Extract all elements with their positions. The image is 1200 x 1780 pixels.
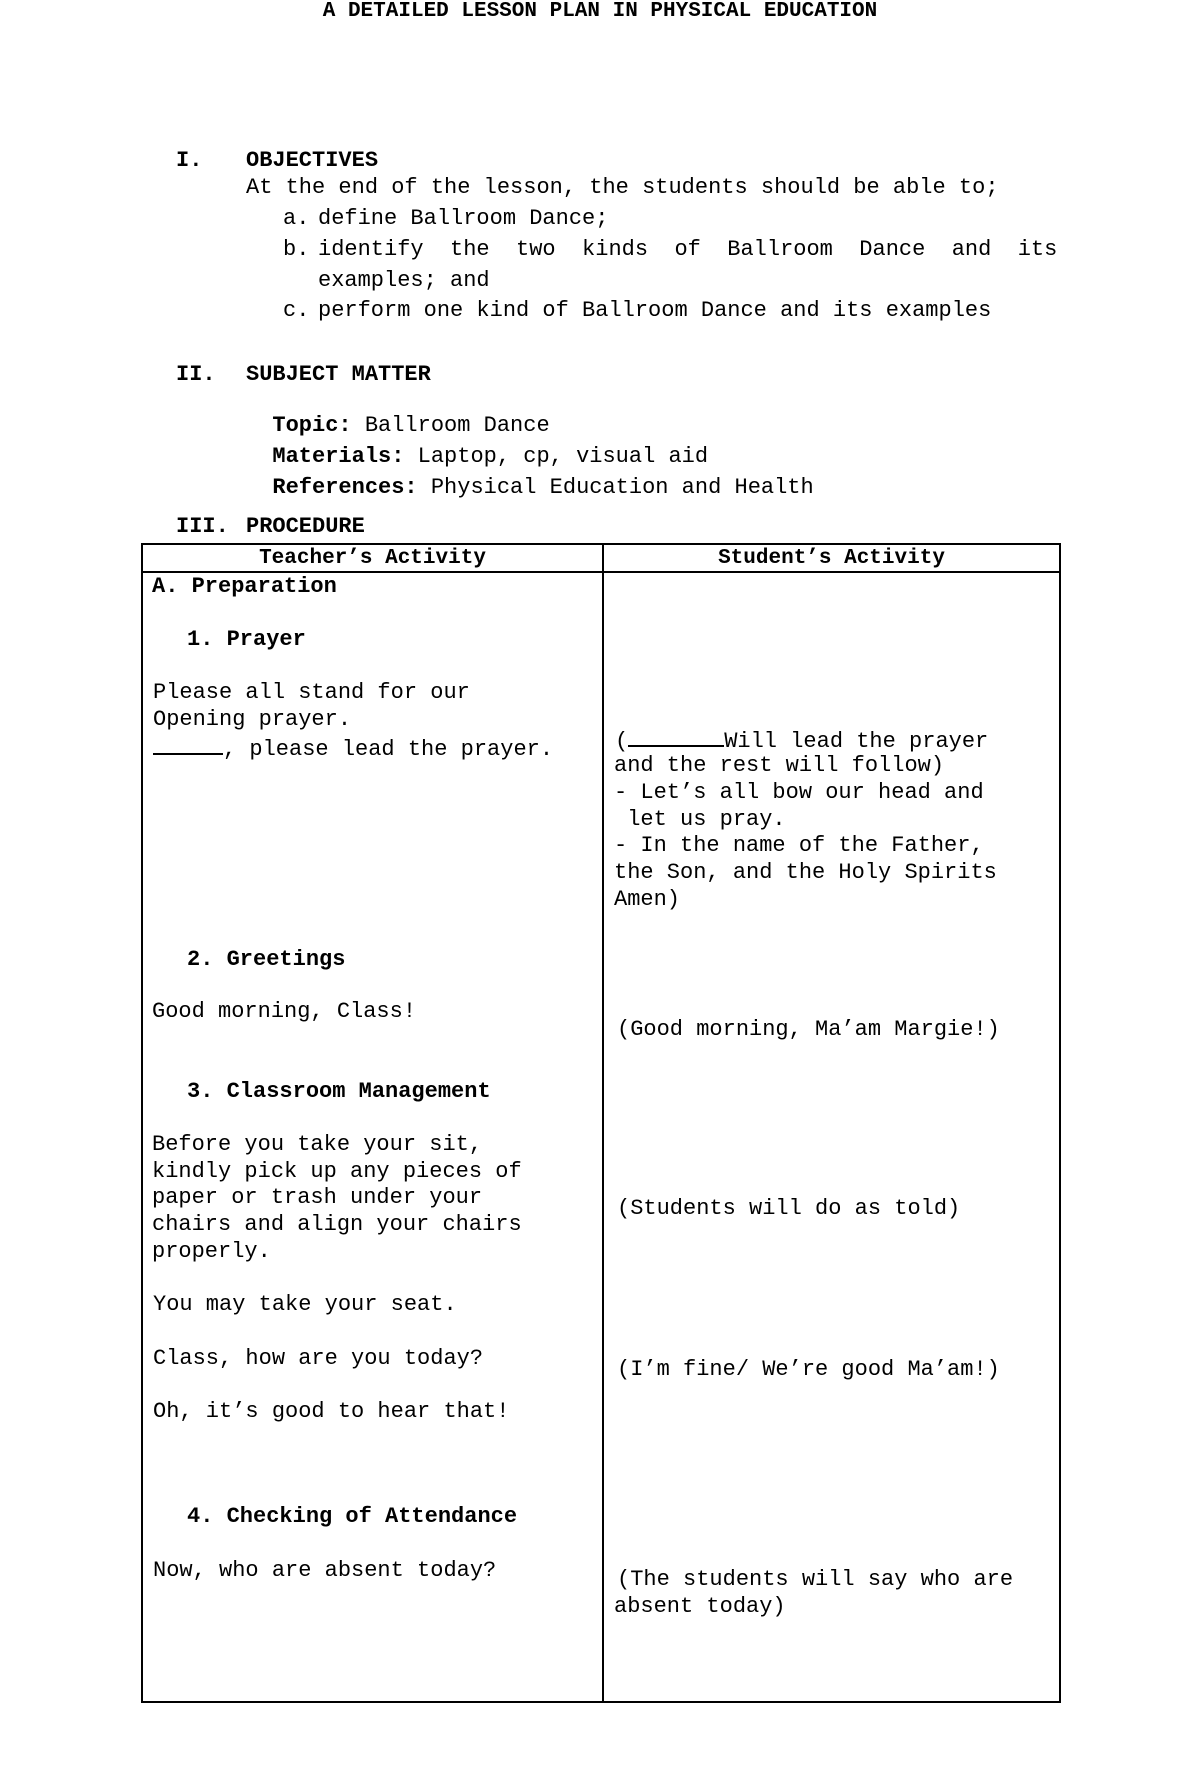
teacher-attendance: Now, who are absent today? (153, 1558, 497, 1583)
student-greeting: (Good morning, Ma’am Margie!) (617, 1017, 1000, 1042)
student-prayer-line-7: Amen) (614, 887, 681, 912)
student-activity-header: Student’s Activity (603, 544, 1060, 572)
objective-a-text: define Ballroom Dance; (318, 206, 609, 231)
objective-b-letter: b. (283, 237, 310, 262)
student-how-are-you-response: (I’m fine/ We’re good Ma’am!) (617, 1357, 1000, 1382)
teacher-prayer-line-1: Please all stand for our (153, 680, 470, 705)
teacher-how-are-you: Class, how are you today? (153, 1346, 484, 1371)
classroom-management-heading: 3. Classroom Management (187, 1079, 491, 1104)
teacher-classroom-line-2: kindly pick up any pieces of (152, 1159, 522, 1184)
references-line (246, 455, 814, 499)
student-prayer-line-6: the Son, and the Holy Spirits (614, 860, 997, 885)
materials-value: Laptop, cp, visual aid (417, 444, 709, 469)
teacher-classroom-line-3: paper or trash under your (152, 1185, 483, 1210)
topic-value: Ballroom Dance (364, 413, 550, 438)
objective-a-letter: a. (283, 206, 310, 231)
prayer-heading: 1. Prayer (187, 627, 306, 652)
student-classroom-response: (Students will do as told) (617, 1196, 961, 1221)
teacher-activity-header: Teacher’s Activity (142, 544, 603, 572)
document-title: A DETAILED LESSON PLAN IN PHYSICAL EDUCATION (322, 0, 878, 23)
procedure-table (141, 543, 1061, 1703)
greetings-heading: 2. Greetings (187, 947, 346, 972)
teacher-classroom-line-1: Before you take your sit, (152, 1132, 483, 1157)
student-activity-cell (603, 572, 1060, 1702)
subject-matter-heading: SUBJECT MATTER (246, 362, 431, 387)
student-prayer-line-5: - In the name of the Father, (614, 833, 984, 858)
objective-c-letter: c. (283, 298, 310, 323)
teacher-greeting: Good morning, Class! (152, 999, 417, 1024)
student-prayer-line-4: let us pray. (614, 807, 786, 832)
materials-label: Materials: (272, 444, 405, 469)
objectives-heading: OBJECTIVES (246, 148, 379, 173)
procedure-numeral: III. (176, 514, 229, 539)
teacher-classroom-line-5: properly. (152, 1239, 271, 1264)
student-attendance-line-2: absent today) (614, 1594, 786, 1619)
student-prayer-line-3: - Let’s all bow our head and (614, 780, 984, 805)
student-prayer-line-2: and the rest will follow) (614, 753, 945, 778)
objective-b-text: identify the two kinds of Ballroom Dance and its (318, 237, 1058, 262)
teacher-prayer-line-3: , please lead the prayer. (153, 733, 553, 763)
objectives-numeral: I. (176, 148, 203, 173)
objectives-intro: At the end of the lesson, the students should be able to; (246, 175, 999, 200)
student-prayer-line-1: ( Will lead the prayer (615, 725, 988, 755)
teacher-activity-cell (142, 572, 603, 1702)
teacher-take-seat: You may take your seat. (153, 1292, 457, 1317)
procedure-heading: PROCEDURE (246, 514, 365, 539)
references-label: References: (272, 475, 418, 500)
attendance-heading: 4. Checking of Attendance (187, 1504, 518, 1529)
objective-c-text: perform one kind of Ballroom Dance and its examples (318, 298, 992, 323)
student-attendance-line-1: (The students will say who are (617, 1567, 1014, 1592)
topic-label: Topic: (272, 413, 352, 438)
teacher-good-to-hear: Oh, it’s good to hear that! (153, 1399, 510, 1424)
section-a-heading: A. Preparation (152, 574, 337, 599)
references-value: Physical Education and Health (430, 475, 814, 500)
teacher-prayer-line-2: Opening prayer. (153, 707, 352, 732)
teacher-classroom-line-4: chairs and align your chairs (152, 1212, 522, 1237)
subject-matter-numeral: II. (176, 362, 216, 387)
student-name-blank (153, 733, 223, 755)
objective-b-text-continued: examples; and (318, 268, 490, 293)
prayer-leader-blank (628, 725, 724, 747)
